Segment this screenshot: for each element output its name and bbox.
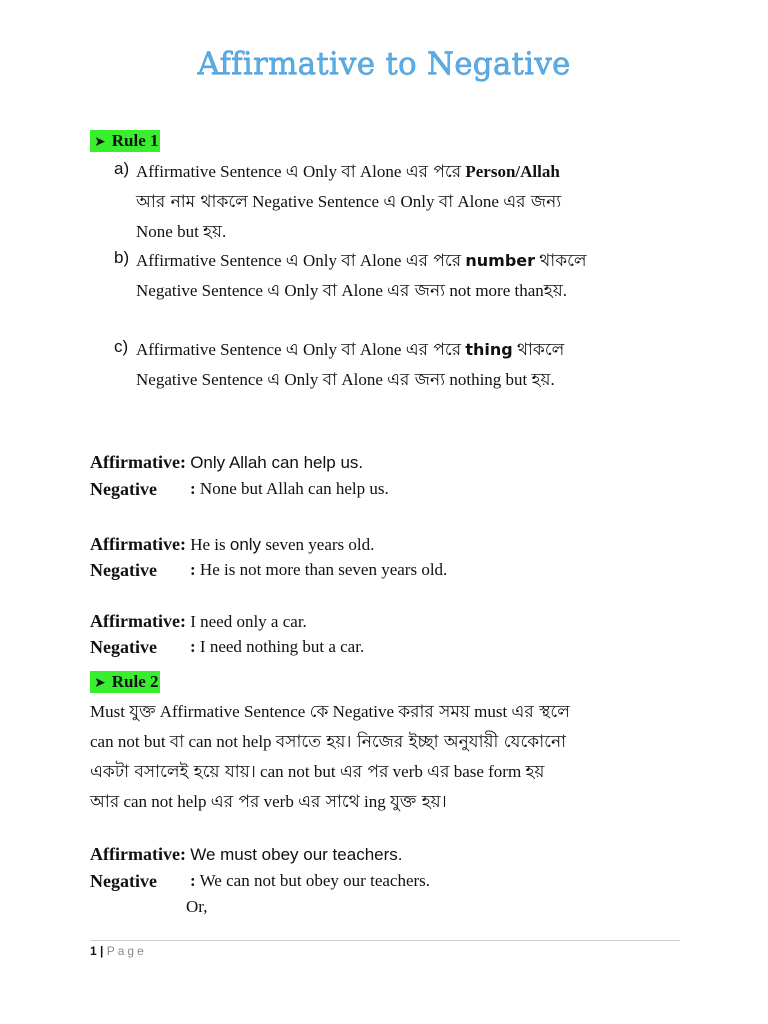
text: Must (90, 702, 130, 721)
arrow-bullet-icon: ➤ (94, 134, 106, 150)
example-2-affirmative (90, 534, 374, 555)
bn-text: যুক্ত হয়। (390, 792, 447, 812)
colon: : (190, 560, 196, 579)
item-a-line-3 (136, 219, 226, 247)
bn-text: যুক্ত (129, 702, 156, 722)
colon: : (190, 871, 196, 890)
text: . (222, 222, 227, 241)
bn-text: বা (438, 192, 454, 212)
text: Alone (453, 192, 504, 211)
text: only (229, 535, 262, 554)
bn-text: বা (341, 340, 356, 360)
bn-text: এ (285, 162, 299, 182)
negative-label: Negative (90, 871, 157, 891)
text: Only (396, 192, 439, 211)
negative-text: We can not but obey our teachers. (199, 871, 431, 890)
rule-2-line-2 (90, 729, 566, 757)
bold-keyword: number (465, 251, 536, 270)
text: Affirmative Sentence (136, 251, 286, 270)
bold-keyword: Person/Allah (465, 162, 560, 181)
example-4-affirmative (90, 844, 403, 865)
text: None but (136, 222, 204, 241)
bn-text: হয় (543, 281, 563, 301)
bn-text: এ (285, 340, 299, 360)
bn-text: বা (341, 162, 356, 182)
text: Only (298, 251, 342, 270)
bn-text: একটা বসালেই হয়ে যায়। (90, 762, 256, 782)
bn-text: এর পর (210, 792, 260, 812)
item-b-line-2 (136, 278, 567, 306)
negative-text: He is not more than seven years old. (199, 560, 448, 579)
negative-label: Negative (90, 560, 157, 580)
item-b-line-1 (136, 248, 587, 276)
bn-text: বসাতে হয়। নিজের ইচ্ছা অনুযায়ী যেকোনো (275, 732, 567, 752)
rule-2-heading (90, 671, 160, 693)
bn-text: বা (169, 732, 185, 752)
page-title: Affirmative to Negative (197, 46, 571, 82)
bn-text: এ (285, 251, 299, 271)
bn-text: এর (427, 762, 450, 782)
arrow-bullet-icon: ➤ (94, 675, 106, 691)
page-number: 1 (90, 944, 97, 958)
text: not more than (445, 281, 544, 300)
text: verb (388, 762, 428, 781)
bn-text: আর (90, 792, 120, 812)
bn-text: থাকলে (516, 340, 565, 360)
text: . (550, 370, 555, 389)
example-4-negative (190, 871, 430, 891)
bn-text: এর জন্য (387, 370, 446, 390)
text: base form (449, 762, 526, 781)
bn-text: বা (341, 251, 356, 271)
bn-text: এ (267, 370, 281, 390)
example-1-affirmative (90, 452, 363, 473)
text: can not but (90, 732, 170, 751)
affirmative-label: Affirmative: (90, 534, 186, 554)
item-c-line-2 (136, 367, 555, 395)
text: Affirmative Sentence (136, 340, 286, 359)
text: . (562, 281, 567, 300)
text: verb (259, 792, 299, 811)
negative-text: I need nothing but a car. (199, 637, 365, 656)
affirmative-text: I need only a car. (190, 612, 307, 631)
bn-text: এর পরে (405, 251, 462, 271)
text: Negative Sentence (247, 192, 384, 211)
page-label: Page (106, 944, 147, 958)
bn-text: থাকলে (539, 251, 587, 271)
item-a-line-2 (136, 189, 561, 217)
text: nothing but (445, 370, 532, 389)
text: Negative Sentence (136, 370, 268, 389)
affirmative-text: Only Allah can help us. (190, 453, 364, 472)
text: Only (298, 162, 342, 181)
bn-text: এর জন্য (387, 281, 446, 301)
bn-text: এর স্থলে (511, 702, 570, 722)
text: Affirmative Sentence (155, 702, 310, 721)
bn-text: বা (322, 370, 338, 390)
bn-text: এ (267, 281, 281, 301)
page-footer (90, 944, 147, 958)
bn-text: এর পরে (405, 340, 462, 360)
text: Only (280, 370, 323, 389)
text: can not but (255, 762, 340, 781)
text: Negative Sentence (136, 281, 268, 300)
bn-text: হয় (531, 370, 551, 390)
rule-2-line-3 (90, 759, 544, 787)
item-c-line-1 (136, 337, 564, 365)
negative-label: Negative (90, 479, 157, 499)
text: Only (298, 340, 342, 359)
item-a-letter: a) (114, 159, 130, 178)
affirmative-label: Affirmative: (90, 844, 186, 864)
text: can not help (184, 732, 276, 751)
example-3-affirmative (90, 611, 307, 632)
bn-text: এ (383, 192, 397, 212)
bn-text: এর পর (339, 762, 389, 782)
affirmative-label: Affirmative: (90, 452, 186, 472)
bn-text: আর নাম থাকলে (136, 192, 248, 212)
text: can not help (119, 792, 211, 811)
text: Alone (355, 162, 406, 181)
rule-2-label: Rule 2 (111, 672, 159, 691)
rule-1-heading (90, 130, 160, 152)
text: ing (359, 792, 390, 811)
example-2-negative (190, 560, 447, 580)
bn-text: হয় (203, 222, 222, 242)
item-c-letter: c) (114, 337, 129, 356)
item-a-line-1 (136, 159, 560, 187)
bn-text: এর জন্য (503, 192, 562, 212)
footer-separator: | (100, 944, 104, 958)
rule-1-label: Rule 1 (111, 131, 159, 150)
example-1-negative (190, 479, 389, 499)
bn-text: এর সাথে (298, 792, 360, 812)
text: Alone (337, 281, 388, 300)
example-3-negative (190, 637, 364, 657)
text: Alone (337, 370, 388, 389)
bn-text: বা (322, 281, 338, 301)
rule-2-line-1 (90, 699, 570, 727)
text: He is (190, 535, 230, 554)
negative-text: None but Allah can help us. (199, 479, 389, 498)
text: Alone (355, 251, 406, 270)
bn-text: কে (309, 702, 329, 722)
text: Negative (328, 702, 399, 721)
text: Only (280, 281, 323, 300)
bold-keyword: thing (465, 340, 513, 359)
or-text: Or, (186, 897, 208, 916)
text: Affirmative Sentence (136, 162, 286, 181)
rule-2-line-4 (90, 789, 447, 817)
bn-text: করার সময় (398, 702, 470, 722)
text: seven years old. (261, 535, 375, 554)
affirmative-label: Affirmative: (90, 611, 186, 631)
colon: : (190, 637, 196, 656)
text: must (469, 702, 512, 721)
item-b-letter: b) (114, 248, 130, 267)
bn-text: হয় (525, 762, 545, 782)
affirmative-text: We must obey our teachers. (190, 845, 403, 864)
text: Alone (355, 340, 406, 359)
footer-divider (90, 940, 680, 941)
bn-text: এর পরে (405, 162, 462, 182)
negative-label: Negative (90, 637, 157, 657)
colon: : (190, 479, 196, 498)
